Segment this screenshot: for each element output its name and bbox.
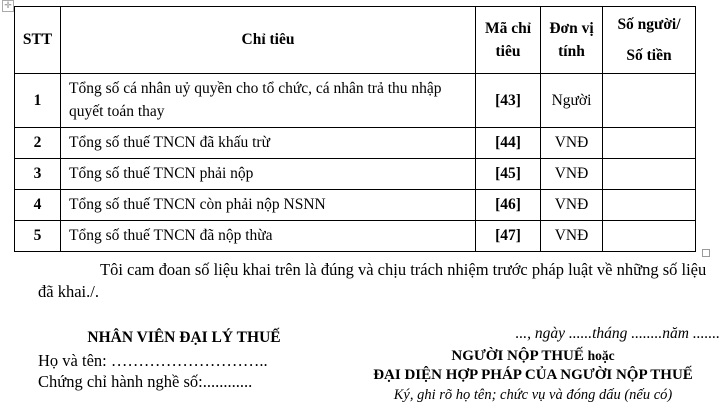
tax-agent-name-line: Họ và tên: ……………………….. [38,351,268,370]
table-row [15,221,696,252]
taxpayer-title-main: NGƯỜI NỘP THUẾ [451,348,584,364]
amount-input-cell[interactable] [603,74,696,128]
row-number: 5 [15,221,61,252]
table-resize-handle[interactable] [702,249,710,257]
row-number: 3 [15,159,61,190]
table-row [15,190,696,221]
header-cell-code [476,7,541,74]
tax-agent-title: NHÂN VIÊN ĐẠI LÝ THUẾ [87,329,281,346]
code-cell: [44] [476,128,541,159]
code-cell: [46] [476,190,541,221]
table-row [15,159,696,190]
unit-cell: VNĐ [541,128,603,159]
code-cell: [45] [476,159,541,190]
table-header-row [15,7,696,74]
code-cell: [47] [476,221,541,252]
amount-input-cell[interactable] [603,221,696,252]
taxpayer-title-line1 [346,346,720,366]
unit-cell: VNĐ [541,159,603,190]
taxpayer-title-line2: ĐẠI DIỆN HỢP PHÁP CỦA NGƯỜI NỘP THUẾ [373,367,693,383]
header-cell-amount [603,7,696,74]
declaration-text: Tôi cam đoan số liệu khai trên là đúng và chịu trách nhiệm trước pháp luật về những số liệu đã khai./. [38,260,707,301]
header-cell-criteria: Chỉ tiêu [61,7,476,74]
signature-instruction-note: Ký, ghi rõ họ tên; chức vụ và đóng dấu (nếu có) [393,387,673,403]
code-cell: [43] [476,74,541,128]
criteria-cell: Tổng số cá nhân uỷ quyền cho tổ chức, cá nhân trả thu nhập quyết toán thay [61,74,476,128]
header-code-line1: Mã chỉ [484,19,532,37]
amount-input-cell[interactable] [603,128,696,159]
criteria-cell: Tổng số thuế TNCN phải nộp [61,159,476,190]
header-amount-line2: Số tiền [626,46,672,64]
row-number: 1 [15,74,61,128]
tax-agent-signature-block [30,329,338,392]
criteria-cell: Tổng số thuế TNCN đã nộp thừa [61,221,476,252]
criteria-cell: Tổng số thuế TNCN đã khấu trừ [61,128,476,159]
header-amount-line1: Số người/ [617,15,681,33]
tax-indicators-table [14,6,696,252]
header-unit-line1: Đơn vị [549,19,594,37]
amount-input-cell[interactable] [603,159,696,190]
date-line: ..., ngày ......tháng ........năm ....... [515,325,720,342]
header-code-line2: tiêu [495,43,521,60]
cross-arrows-glyph: ✛ [4,0,12,11]
tax-agent-cert-line: Chứng chỉ hành nghề số:............ [38,372,253,391]
amount-input-cell[interactable] [603,190,696,221]
row-number: 4 [15,190,61,221]
unit-cell: Người [541,74,603,128]
header-unit-line2: tính [558,43,585,60]
row-number: 2 [15,128,61,159]
criteria-cell: Tổng số thuế TNCN còn phải nộp NSNN [61,190,476,221]
table-row [15,128,696,159]
unit-cell: VNĐ [541,190,603,221]
header-cell-unit [541,7,603,74]
header-cell-stt: STT [15,7,61,74]
taxpayer-signature-block [346,325,720,404]
table-row [15,74,696,128]
taxpayer-title-suffix: hoặc [587,348,615,363]
unit-cell: VNĐ [541,221,603,252]
table-move-handle-icon[interactable] [2,0,14,12]
